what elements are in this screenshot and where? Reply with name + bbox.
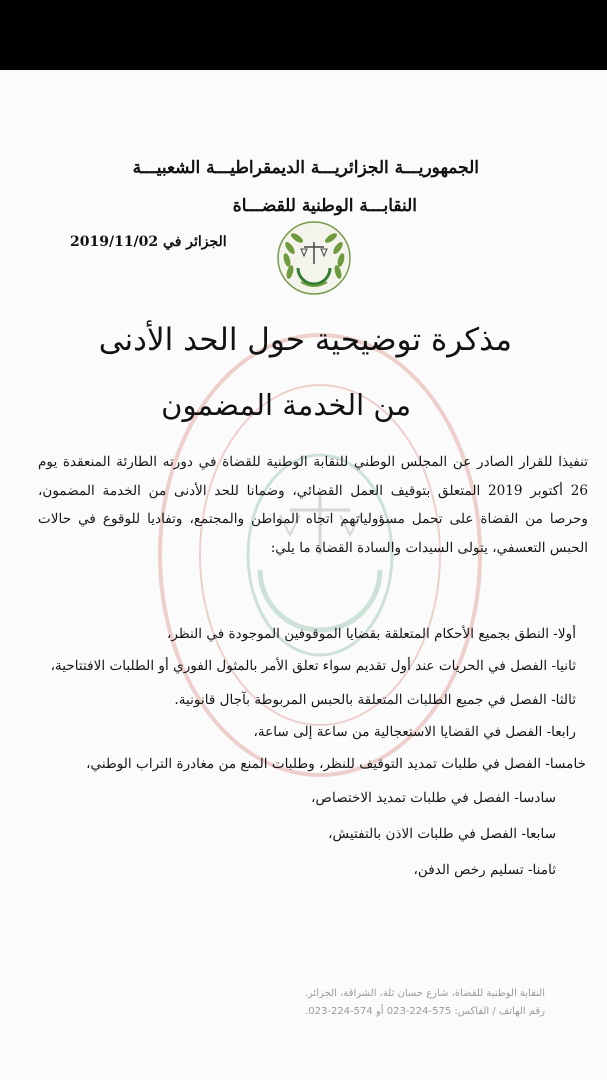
- footer-phone: رقم الهاتف / الفاكس: 575-224-023 أو 574-224-023.: [305, 1006, 545, 1017]
- document-footer: [305, 985, 545, 1021]
- list-item: ثانيا- الفصل في الحريات عند أول تقديم سواء تعلق الأمر بالمثول الفوري أو الطلبات الافتتاحية،: [50, 658, 576, 674]
- footer-address: النقابة الوطنية للقضاة، شارع حسان ثلة، الشراقة، الجزائر.: [304, 988, 545, 999]
- list-item: سابعا- الفصل في طلبات الاذن بالتفتيش،: [328, 826, 556, 842]
- document-page: [0, 70, 607, 1080]
- intro-paragraph-text: تنفيذا للقرار الصادر عن المجلس الوطني للنقابة الوطنية للقضاة في دورته الطارئة المنعقدة يوم 26 أكتوبر 2019 المتعلق بتوقيف العمل القضائي، وضمانا للحد الأدنى من الخدمة المضمون، وحرصا من القضاة على تحمل مسؤولياتهم اتجاه المواطن والمجتمع، وتفاديا للوقوع في حالات الحبس التعسفي، يتولى السيدات والسادة القضاة ما يلي:: [38, 454, 588, 556]
- list-item: خامسا- الفصل في طلبات تمديد التوقيف للنظر، وطلبات المنع من مغادرة التراب الوطني،: [86, 756, 586, 772]
- document-title-line2: من الخدمة المضمون: [161, 388, 411, 422]
- intro-paragraph: [38, 448, 588, 562]
- list-item: رابعا- الفصل في القضايا الاستعجالية من ساعة إلى ساعة،: [253, 724, 576, 740]
- duties-list: [38, 620, 586, 884]
- list-item: أولا- النطق بجميع الأحكام المتعلقة بقضايا الموقوفين الموجودة في النظر،: [166, 626, 576, 642]
- document-title-line1: مذكرة توضيحية حول الحد الأدنى: [98, 322, 512, 358]
- list-item: ثامنا- تسليم رخص الدفن،: [413, 862, 556, 878]
- top-black-bar: [0, 0, 607, 70]
- union-heading: النقابـــة الوطنية للقضـــاة: [232, 196, 417, 216]
- document-date: الجزائر في 2019/11/02: [70, 234, 227, 250]
- list-item: سادسا- الفصل في طلبات تمديد الاختصاص،: [311, 790, 556, 806]
- republic-heading: الجمهوريـــة الجزائريـــة الديمقراطيـــة الشعبيـــة: [132, 158, 479, 178]
- union-logo-icon: [276, 220, 352, 296]
- list-item: ثالثا- الفصل في جميع الطلبات المتعلقة بالحبس المربوطة بآجال قانونية.: [174, 692, 576, 708]
